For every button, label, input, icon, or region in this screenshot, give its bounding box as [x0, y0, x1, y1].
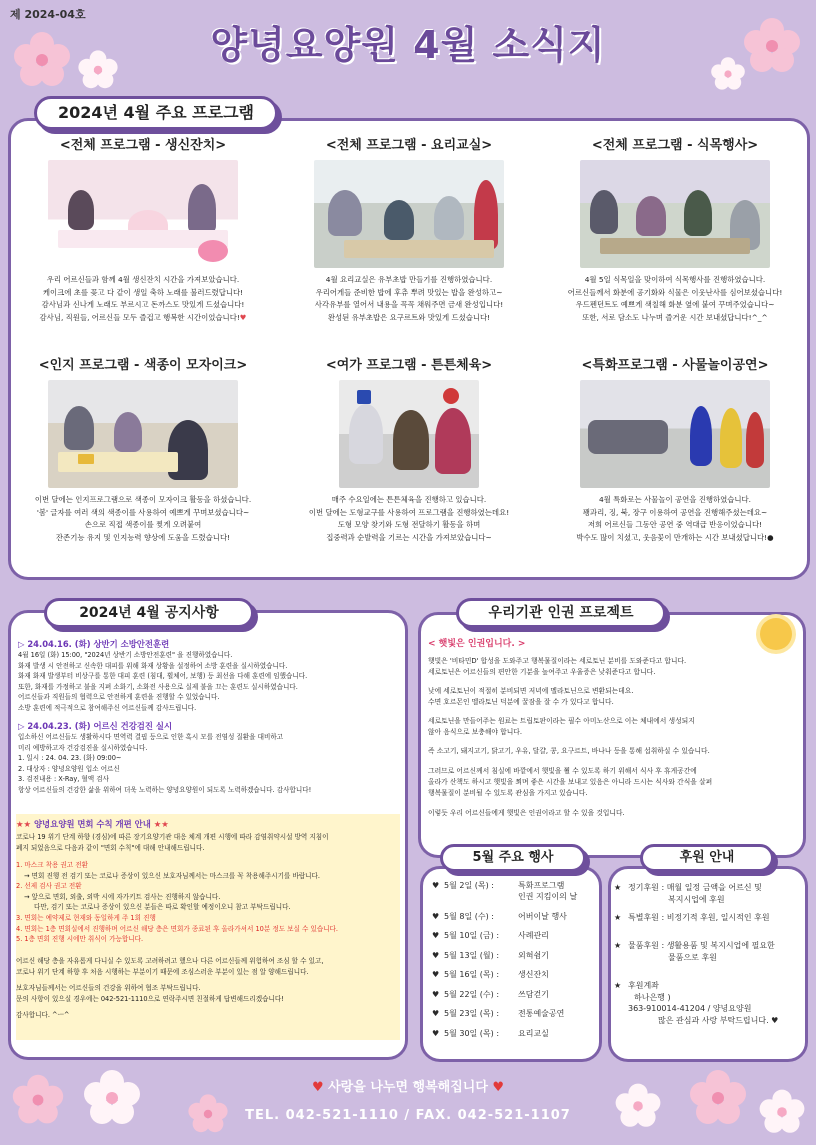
contact-numbers: TEL. 042-521-1110 / FAX. 042-521-1107 — [245, 1108, 571, 1123]
program-title: <인지 프로그램 - 색종이 모자이크> — [38, 358, 248, 373]
cherry-blossom-icon — [744, 18, 800, 74]
notice-body: 4월 16일 (화) 15:00, "2024년 상반기 소방안전훈련" 을 진행하였습니다. 화재 발생 시 안전하고 신속한 대피를 위해 화재 상황을 설정하여 소방 훈련을 실시하였습니다. 화재 화재 발생부터 비상구를 통한 대피 훈련 (침대, 휠체어, 보행) 등 최선을 다해 훈련에 임했습니다. 또한, 화재를 가정하고 불을 지펴 소화기, 소화전 사용으로 실제 불을 끄는 훈련도 실시하였습니다. 어르신들과 직원들의 협력으로 안전하게 훈련을 진행할 수 있었습니다. 소방 훈련에 적극적으로 참여해주신 어르신들께 감사드립니다. — [18, 651, 308, 712]
schedule-item: ♥ 5월 22일 (수) : 쓰담걷기 — [432, 989, 549, 999]
visit-rules-list: 1. 마스크 착용 권고 전환 → 면회 진행 전 검기 또는 코로나 증상이 있으신 보호자님께서는 마스크를 꼭 착용해주시기를 바랍니다. 2. 선제 검사 권고 전환 → 앞으로 면회, 외출, 외박 시에 자가키트 검사는 진행하지 않습니다. 다만, 검기 또는 코로나 증상이 있으신 분들은 따로 확인할 예정이오니 참고 부탁드립니다. 3. 면회는 예약제로 현재와 동일하게 주 1회 진행 4. 면회는 1층 면회실에서 진행하며 어르신 해당 층은 면회가 종료된 후 올라가셔서 10분 정도 보실 수 있습니다. 5. 1층 면회 진행 시에만 취식이 가능합니다. — [16, 861, 339, 944]
schedule-item: ♥ 5월 16일 (목) : 생신잔치 — [432, 970, 549, 979]
support-account: ★ 후원계좌 하나은행 ) 363-910014-41204 / 양녕요양원 많은 관심과 사랑 부탁드립니다. ♥ — [614, 981, 779, 1025]
program-tile-birthday — [14, 136, 272, 348]
visit-rules-box — [16, 814, 400, 1040]
rights-banner: 우리기관 인권 프로젝트 — [456, 598, 666, 628]
page-title: 양녕요양원 4월 소식지 — [210, 23, 606, 67]
cherry-blossom-icon — [78, 50, 117, 89]
rights-heading: < 햇빛은 인권입니다. > — [428, 639, 526, 649]
programs-banner: 2024년 4월 주요 프로그램 — [34, 96, 278, 130]
issue-number: 제 2024-04호 — [10, 8, 86, 21]
schedule-item: ♥ 5월 8일 (수) : 어버이날 행사 — [432, 911, 567, 921]
program-desc: 이번 달에는 인지프로그램으로 색종이 모자이크 활동을 하셨습니다. '봄' 글자를 여러 색의 색종이를 사용하여 예쁘게 꾸며보셨습니다~ 손으로 직접 색종이를 찢게 오려붙여 잔존기능 유지 및 인지능력 향상에 도움을 드렸습니다! — [34, 495, 252, 542]
program-title: <전체 프로그램 - 요리교실> — [325, 138, 493, 153]
support-item: ★ 정기후원 : 매월 일정 금액을 어르신 및 복지시업에 후원 — [614, 883, 762, 904]
rights-paragraph: 햇빛은 '비타민D' 합성을 도와주고 행복물질이라는 세로토닌 분비를 도와준다고 합니다. 세로토닌은 어르신들의 편안한 기분을 높여주고 우울증은 낮춰준다고 합니다. — [428, 657, 687, 676]
program-title: <전체 프로그램 - 생신잔치> — [59, 138, 227, 153]
notice-heading: ▷ 24.04.16. (화) 상반기 소방안전훈련 — [18, 639, 170, 649]
rights-paragraph: 그러므로 어르신께서 침실에 바깥에서 햇빛을 쬘 수 있도록 하기 위해서 식사 후 휴게공간에 올라가 산책도 하시고 햇빛을 쬐며 좋은 시간을 보내고 있음은 아니라 드시는 식사와 간식을 살펴 행복물질이 분비될 수 있도록 관심을 가지고 있습니다. — [428, 767, 713, 797]
footer-slogan: ♥ 사랑을 나누면 행복해집니다 ♥ — [311, 1080, 505, 1095]
schedule-item: ♥ 5월 30일 (목) : 요리교실 — [432, 1028, 549, 1038]
program-desc: 매주 수요일에는 튼튼체육을 진행하고 있습니다. 이번 달에는 도형교구를 사용하여 프로그램을 진행하였는데요! 도형 모양 찾기와 도형 전달하기 활동을 하며 집중력과 순발력을 기르는 시간을 가져보았습니다~ — [308, 495, 510, 542]
cooking-class-photo — [314, 160, 504, 268]
rights-paragraph: 낮에 세로토닌이 적절히 분비되면 저녁에 멜라토닌으로 변환되는데요. 수면 호르몬인 멜라토닌 덕분에 꿀잠을 잘 수 가 있다고 합니다. — [428, 687, 634, 706]
rights-paragraph: 이렇듯 우리 어르신들에게 햇빛은 인권이라고 할 수 있을 것입니다. — [428, 809, 625, 817]
schedule-banner: 5월 주요 행사 — [440, 844, 586, 872]
samulnori-photo — [580, 380, 770, 488]
program-desc: 4월 요리교실은 유부초밥 만들기를 진행하였습니다. 우리어게들 준비한 밥에 후츄 뿌려 맛있는 밥을 완성하고~ 사각유부를 열어서 내용을 꼭꼭 채워주면 금새 완성입니다! 완성된 유부초밥은 요구르트와 맛있게 드셨습니다! — [314, 275, 504, 322]
mosaic-activity-photo — [48, 380, 238, 488]
program-desc: 우리 어르신들과 함께 4월 생신잔치 시간을 가져보았습니다. 케이크에 초를 꽂고 다 같이 생일 축하 노래를 불러드렸답니다! 감사님과 신나게 노래도 부르시고 돈까스도 맛있게 드셨습니다! 감사님, 직원들, 어르신들 모두 즐겁고 행복한 시간이었습니다!♥ — [39, 275, 247, 322]
support-item: ★ 물품후원 : 생활용품 및 복지시업에 필요한 물품으로 후원 — [614, 941, 775, 962]
program-title: <전체 프로그램 - 식목행사> — [591, 138, 759, 153]
support-item: ★ 특별후원 : 비정기적 후원, 일시적인 후원 — [614, 913, 770, 922]
rights-paragraph: 즉 소고기, 돼지고기, 닭고기, 우유, 달걀, 콩, 요구르트, 바나나 등을 통해 섭취하실 수 있습니다. — [428, 747, 710, 755]
arbor-day-photo — [580, 160, 770, 268]
schedule-item: ♥ 5월 13일 (월) : 외혀쉼기 — [432, 950, 549, 960]
program-desc: 4월 5일 식목일을 맞이하여 식목행사를 진행하였습니다. 어르신들께서 화분에 공기화와 식물은 이웃난사를 심어보셨습니다! 우드펜던트도 예쁘게 색칠해 화분 옆에 붙여 꾸며주었습니다~ 또한, 서로 담소도 나누며 즐거운 시간 보내셨답니다!^_^ — [567, 275, 783, 322]
program-tile-exercise — [280, 356, 538, 568]
rights-paragraph: 세로토닌을 만들어주는 원료는 트립토판이라는 필수 아미노산으로 이는 체내에서 생성되지 않아 음식으로 보충해야 합니다. — [428, 717, 695, 736]
program-title: <여가 프로그램 - 튼튼체육> — [325, 358, 493, 373]
program-tile-arbor — [546, 136, 804, 348]
schedule-item: ♥ 5월 10일 (금) : 사례관리 — [432, 931, 549, 940]
support-banner: 후원 안내 — [640, 844, 774, 872]
sun-icon — [760, 618, 792, 650]
program-tile-samulnori — [546, 356, 804, 568]
birthday-party-photo — [48, 160, 238, 268]
exercise-photo — [339, 380, 479, 488]
cherry-blossom-icon — [711, 57, 745, 91]
schedule-list — [432, 880, 600, 1047]
program-title: <특화프로그램 - 사물놀이공연> — [581, 358, 769, 373]
program-desc: 4월 특화로는 사물놀이 공연을 진행하였습니다. 꽹과리, 징, 북, 장구 이용하여 공연을 진행해주셨는데요~ 저희 어르신들 그동안 공연 중 역대급 반응이었습니다! 박수도 많이 치셨고, 웃음꽃이 만개하는 시간 보내셨답니다!● — [576, 495, 774, 542]
visit-rules-outro: 어르신 해당 층을 자유롭게 다니실 수 있도록 고려하려고 했으나 다른 어르신들께 위험하여 조심 할 수 있고, 코로나 위기 단계 하향 후 처음 시행하는 부분이기 때문에 조심스러운 부분이 있는 점 알 양해드립니다. 보호자님들께서는 어르신들의 건강을 위하여 협조 부탁드립니다. 문의 사항이 있으실 경우에는 042-521-1110으로 연락주시면 친절하게 답변해드리겠습니다! 감사합니다. ^ㅡ^ — [16, 957, 324, 1020]
schedule-item: ♥ 5월 2일 (목) : 특화프로그램 인권 지킴이의 날 — [432, 881, 578, 901]
cherry-blossom-icon — [14, 32, 70, 88]
notice-heading: ▷ 24.04.23. (화) 어르신 건강검진 실시 — [18, 721, 173, 731]
visit-rules-title: ★★ 양녕요양원 면회 수칙 개편 안내 ★★ — [16, 819, 169, 829]
schedule-item: ♥ 5월 23일 (목) : 전통예술공연 — [432, 1009, 565, 1018]
program-tile-cooking — [280, 136, 538, 348]
visit-rules-intro: 코로나 19 위기 단계 하향 (경심)에 따른 장기요양기관 대응 체계 개편 시행에 따라 감염취약시설 방역 지침이 폐지 되었음으로 다음과 같이 "면회 수칙"에 대해 안내해드립니다. — [16, 833, 329, 852]
notice-banner: 2024년 4월 공지사항 — [44, 598, 254, 628]
program-tile-mosaic — [14, 356, 272, 568]
notice-body: 입소하신 어르신들도 생활하시다 면역력 결핍 등으로 인한 혹시 모를 전염성 질환을 대비하고 미리 예방하고자 건강검진을 실시하였습니다. 1. 일시 : 24. 04. 23. (화) 09:00~ 2. 대상자 : 양녕요양원 입소 어르신 3. 검진내용 : X-Ray, 혈액 검사 항상 어르신들의 건강한 삶을 위하여 더욱 노력하는 양녕요양원이 되도록 노력하겠습니다. 감사합니다! — [18, 733, 312, 794]
